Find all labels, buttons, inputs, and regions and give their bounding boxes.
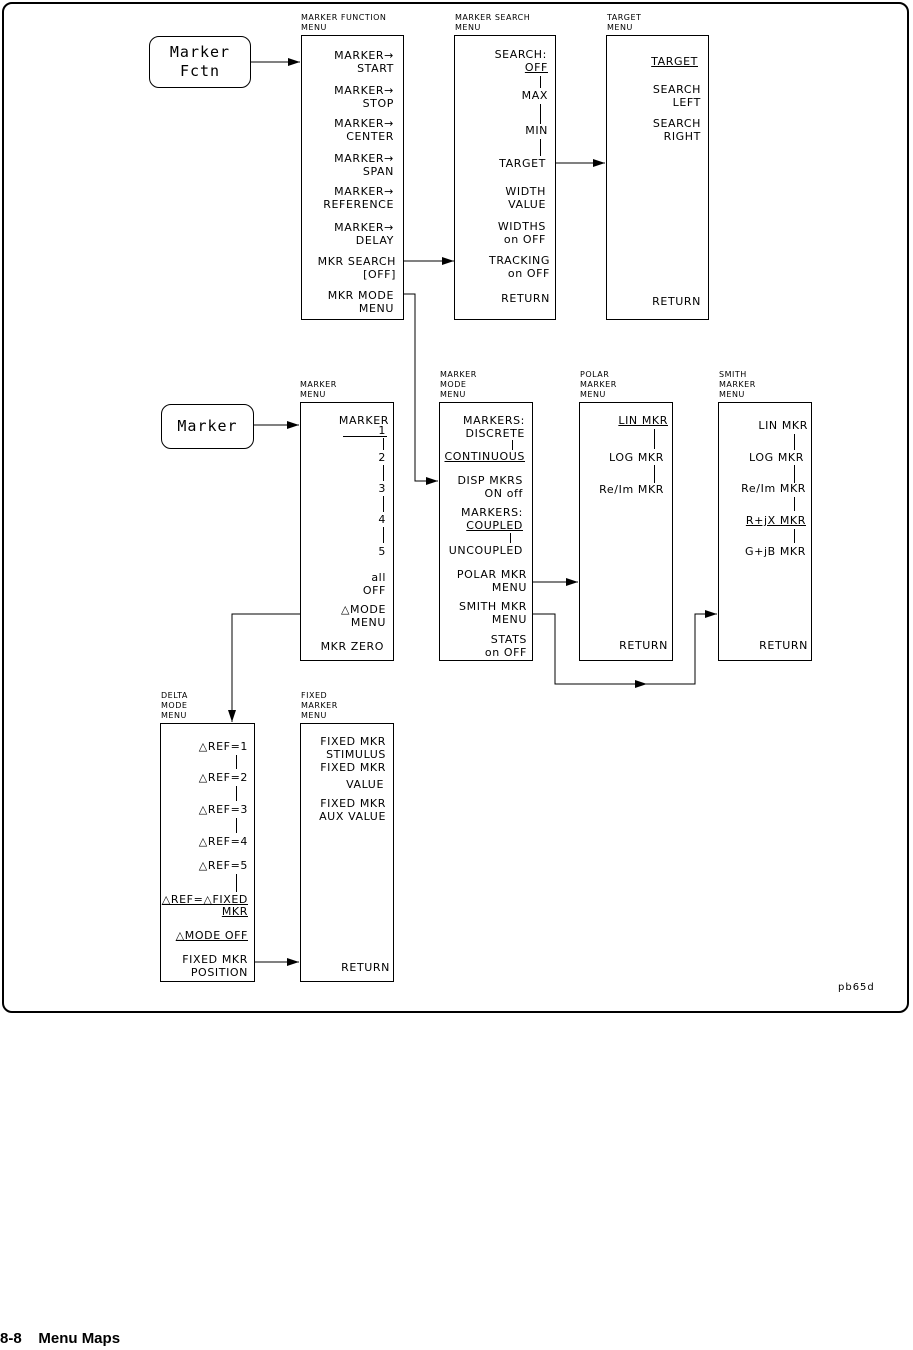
softkey-marker-1[interactable]: 1 (378, 424, 386, 437)
softkey-delta-ref-fixed[interactable]: △REF=△FIXED (161, 893, 248, 906)
softkey-fixed-mkr-value[interactable]: VALUE (346, 778, 384, 791)
softkey-polar-reim-mkr[interactable]: Re/Im MKR (599, 483, 664, 496)
link-mkr-mode (404, 294, 438, 481)
softkey-delta-mode-off[interactable]: △MODE OFF (175, 929, 248, 942)
menu-title-polar-marker: POLAR MARKER MENU (580, 370, 617, 399)
softkey-markers-coupled[interactable]: COUPLED (466, 519, 523, 532)
softkey-marker-center[interactable]: MARKER→ CENTER (334, 117, 394, 143)
softkey-marker-3[interactable]: 3 (378, 482, 386, 495)
softkey-delta-ref-fixed-mkr[interactable]: MKR (221, 905, 248, 918)
softkey-smith-log-mkr[interactable]: LOG MKR (749, 451, 804, 464)
softkey-search-left[interactable]: SEARCH LEFT (652, 83, 701, 109)
softkey-delta-ref-4[interactable]: △REF=4 (198, 835, 248, 848)
softkey-delta-mode-menu[interactable]: △MODE MENU (340, 603, 386, 629)
softkey-markers-uncoupled[interactable]: UNCOUPLED (448, 544, 523, 557)
delta-mode-menu (160, 723, 255, 982)
softkey-stats[interactable]: STATS on OFF (484, 633, 527, 659)
softkey-widths-toggle[interactable]: WIDTHS on OFF (497, 220, 546, 246)
softkey-target-return[interactable]: RETURN (652, 295, 701, 308)
softkey-fixed-return[interactable]: RETURN (341, 961, 390, 974)
softkey-search-label[interactable]: SEARCH: (494, 48, 547, 61)
softkey-all-off[interactable]: all OFF (362, 571, 386, 597)
polar-marker-menu (579, 402, 673, 661)
page-number: 8-8 (0, 1330, 22, 1347)
softkey-search-return[interactable]: RETURN (501, 292, 550, 305)
softkey-marker-delay[interactable]: MARKER→ DELAY (334, 221, 394, 247)
softkey-search-min[interactable]: MIN (525, 124, 548, 137)
link-delta-mode (232, 614, 300, 722)
softkey-fixed-mkr-position[interactable]: FIXED MKR POSITION (182, 953, 248, 979)
softkey-marker-reference[interactable]: MARKER→ REFERENCE (323, 185, 394, 211)
menu-title-marker-search: MARKER SEARCH MENU (455, 13, 531, 32)
softkey-polar-lin-mkr[interactable]: LIN MKR (618, 414, 668, 427)
softkey-search-off[interactable]: OFF (524, 61, 548, 74)
figure-id: pb65d (838, 982, 875, 993)
menu-title-smith-marker: SMITH MARKER MENU (719, 370, 756, 399)
softkey-search-target[interactable]: TARGET (499, 157, 546, 170)
softkey-mkr-mode-menu[interactable]: MKR MODE MENU (327, 289, 394, 315)
softkey-smith-lin-mkr[interactable]: LIN MKR (758, 419, 808, 432)
softkey-marker-span[interactable]: MARKER→ SPAN (334, 152, 394, 178)
softkey-smith-reim-mkr[interactable]: Re/Im MKR (741, 482, 806, 495)
softkey-width-value[interactable]: WIDTH VALUE (505, 185, 546, 211)
softkey-fixed-mkr-aux-value[interactable]: FIXED MKR AUX VALUE (319, 797, 386, 823)
softkey-marker-5[interactable]: 5 (378, 545, 386, 558)
marker-hardkey[interactable]: Marker (161, 404, 254, 449)
softkey-delta-ref-1[interactable]: △REF=1 (198, 740, 248, 753)
softkey-search-max[interactable]: MAX (521, 89, 548, 102)
menu-title-target: TARGET MENU (607, 13, 642, 32)
marker-fctn-hardkey[interactable]: Marker Fctn (149, 36, 251, 88)
softkey-smith-return[interactable]: RETURN (759, 639, 808, 652)
softkey-delta-ref-5[interactable]: △REF=5 (198, 859, 248, 872)
softkey-marker-label[interactable]: MARKER (338, 414, 389, 427)
softkey-polar-mkr-menu[interactable]: POLAR MKR MENU (456, 568, 527, 594)
menu-title-delta-mode: DELTA MODE MENU (161, 691, 188, 720)
page-footer (0, 1330, 120, 1347)
softkey-mkr-search[interactable]: MKR SEARCH [OFF] (317, 255, 396, 281)
softkey-markers-discrete[interactable]: MARKERS: DISCRETE (463, 414, 525, 440)
softkey-target-value[interactable]: TARGET (651, 55, 698, 68)
softkey-markers-label[interactable]: MARKERS: (461, 506, 523, 519)
softkey-delta-ref-3[interactable]: △REF=3 (198, 803, 248, 816)
section-title: Menu Maps (38, 1330, 121, 1347)
softkey-tracking-toggle[interactable]: TRACKING on OFF (489, 254, 550, 280)
softkey-marker-2[interactable]: 2 (378, 451, 386, 464)
menu-title-fixed-marker: FIXED MARKER MENU (301, 691, 338, 720)
softkey-fixed-mkr-value-label[interactable]: FIXED MKR (320, 761, 386, 774)
softkey-polar-return[interactable]: RETURN (619, 639, 668, 652)
softkey-marker-stop[interactable]: MARKER→ STOP (334, 84, 394, 110)
softkey-polar-log-mkr[interactable]: LOG MKR (609, 451, 664, 464)
softkey-markers-continuous[interactable]: CONTINUOUS (444, 450, 525, 463)
softkey-marker-4[interactable]: 4 (378, 513, 386, 526)
softkey-smith-mkr-menu[interactable]: SMITH MKR MENU (459, 600, 527, 626)
softkey-mkr-zero[interactable]: MKR ZERO (320, 640, 384, 653)
smith-marker-menu (718, 402, 812, 661)
softkey-search-right[interactable]: SEARCH RIGHT (652, 117, 701, 143)
target-menu (606, 35, 709, 320)
softkey-marker-start[interactable]: MARKER→ START (334, 49, 394, 75)
softkey-smith-gjb-mkr[interactable]: G+jB MKR (745, 545, 806, 558)
menu-title-marker: MARKER MENU (300, 380, 337, 399)
softkey-smith-rjx-mkr[interactable]: R+jX MKR (745, 514, 806, 527)
softkey-delta-ref-2[interactable]: △REF=2 (198, 771, 248, 784)
softkey-disp-mkrs[interactable]: DISP MKRS ON off (457, 474, 523, 500)
menu-title-marker-function: MARKER FUNCTION MENU (301, 13, 387, 32)
menu-title-marker-mode: MARKER MODE MENU (440, 370, 477, 399)
softkey-fixed-mkr-stimulus[interactable]: FIXED MKR STIMULUS (320, 735, 386, 761)
